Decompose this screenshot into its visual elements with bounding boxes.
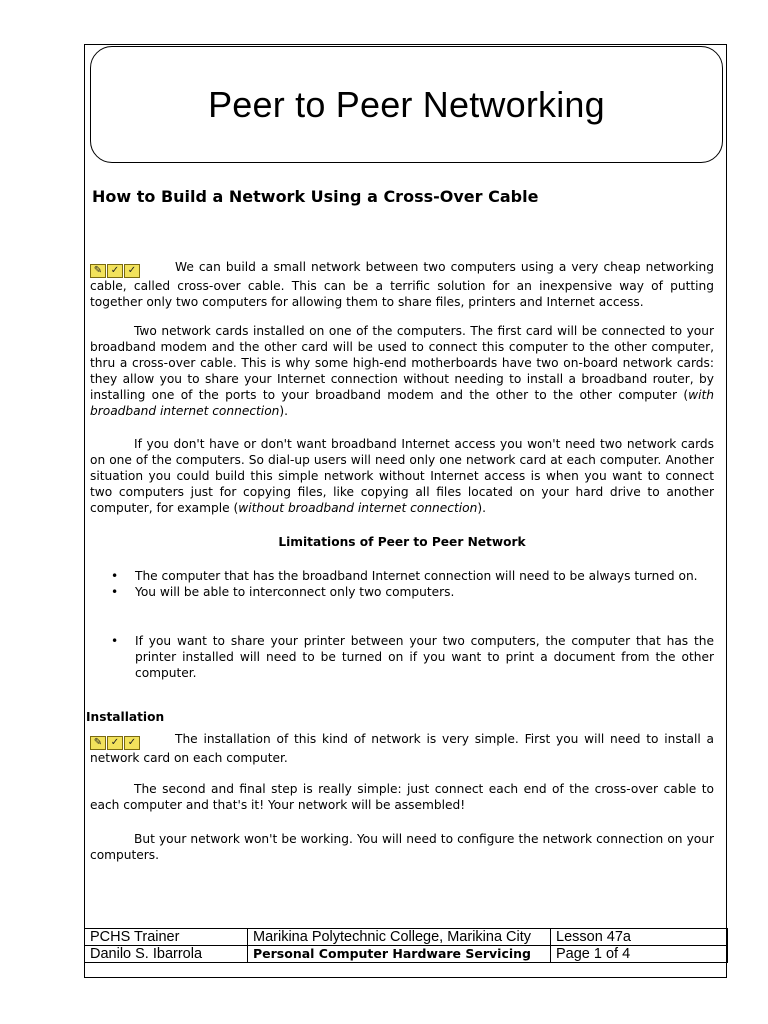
intro-paragraph (90, 259, 714, 310)
install-block-2 (90, 781, 714, 813)
footer-cell: PCHS Trainer (85, 929, 248, 946)
table-row (85, 929, 728, 946)
list-item: • You will be able to interconnect only two computers. (135, 584, 714, 600)
intro-block (90, 259, 714, 310)
pencil-icon: ✎ (90, 736, 106, 750)
install-block-3 (90, 831, 714, 863)
para3-text: If you don't have or don't want broadband Internet access you won't need two network cards on one of the computers. So dial-up users will need only one network card at each computer. Another situation you could build this simple network without Internet access is when you want to connect two computers just for copying files, like copying all files located on your hard drive to another computer, for example ( (90, 437, 714, 515)
list-item: • If you want to share your printer between your two computers, the computer that has the printer installed will need to be turned on if you want to print a document from the other computer. (135, 633, 714, 681)
footer-cell: Marikina Polytechnic College, Marikina City (248, 929, 551, 946)
check-icon: ✓ (124, 736, 140, 750)
installation-heading: Installation (86, 710, 165, 724)
footer-cell: Lesson 47a (551, 929, 728, 946)
pencil-icon: ✎ (90, 264, 106, 278)
limitations-list-b (90, 633, 714, 681)
limitations-list-a (90, 568, 714, 600)
intro-text: We can build a small network between two computers using a very cheap networking cable, called cross-over cable. This can be a terrific solution for an inexpensive way of putting together only two computers for allowing them to share files, printers and Internet access. (90, 260, 714, 309)
check-icon: ✓ (107, 736, 123, 750)
para2-end: ). (279, 404, 289, 418)
note-icons (90, 261, 141, 278)
page-title: Peer to Peer Networking (208, 83, 605, 125)
install-text-2: The second and final step is really simple: just connect each end of the cross-over cable to each computer and that's it! Your network will be assembled! (90, 782, 714, 812)
footer-table (84, 928, 728, 963)
para3-emphasis: without broadband internet connection (238, 501, 478, 515)
install-block-1 (90, 731, 714, 766)
section-subtitle: How to Build a Network Using a Cross-Over Cable (92, 187, 539, 206)
install-text-3: But your network won't be working. You will need to configure the network connection on your computers. (90, 832, 714, 862)
limitations-heading-block (90, 534, 714, 550)
paragraph-three (90, 436, 714, 516)
footer-cell: Page 1 of 4 (551, 946, 728, 963)
para2-emphasis: with broadband internet connection (90, 388, 714, 418)
limitations-list (90, 568, 714, 600)
limitations-heading: Limitations of Peer to Peer Network (278, 535, 526, 549)
table-row (85, 946, 728, 963)
check-icon: ✓ (107, 264, 123, 278)
check-icon: ✓ (124, 264, 140, 278)
para3-end: ). (477, 501, 486, 515)
paragraph-two (90, 323, 714, 419)
footer-cell: Personal Computer Hardware Servicing (248, 946, 551, 963)
list-item: • The computer that has the broadband Internet connection will need to be always turned on. (135, 568, 714, 584)
para2-text: Two network cards installed on one of the computers. The first card will be connected to your broadband modem and the other card will be used to connect this computer to the other computer, thru a cross-over cable. This is why some high-end motherboards have two on-board network cards: they allow you to share your Internet connection without needing to install a broadband router, by installing one of the ports to your broadband modem and the other to the other computer ( (90, 324, 714, 402)
title-box (90, 46, 723, 163)
note-icons (90, 733, 141, 750)
footer-cell: Danilo S. Ibarrola (85, 946, 248, 963)
install-text-1: The installation of this kind of network is very simple. First you will need to install a network card on each computer. (90, 732, 714, 765)
